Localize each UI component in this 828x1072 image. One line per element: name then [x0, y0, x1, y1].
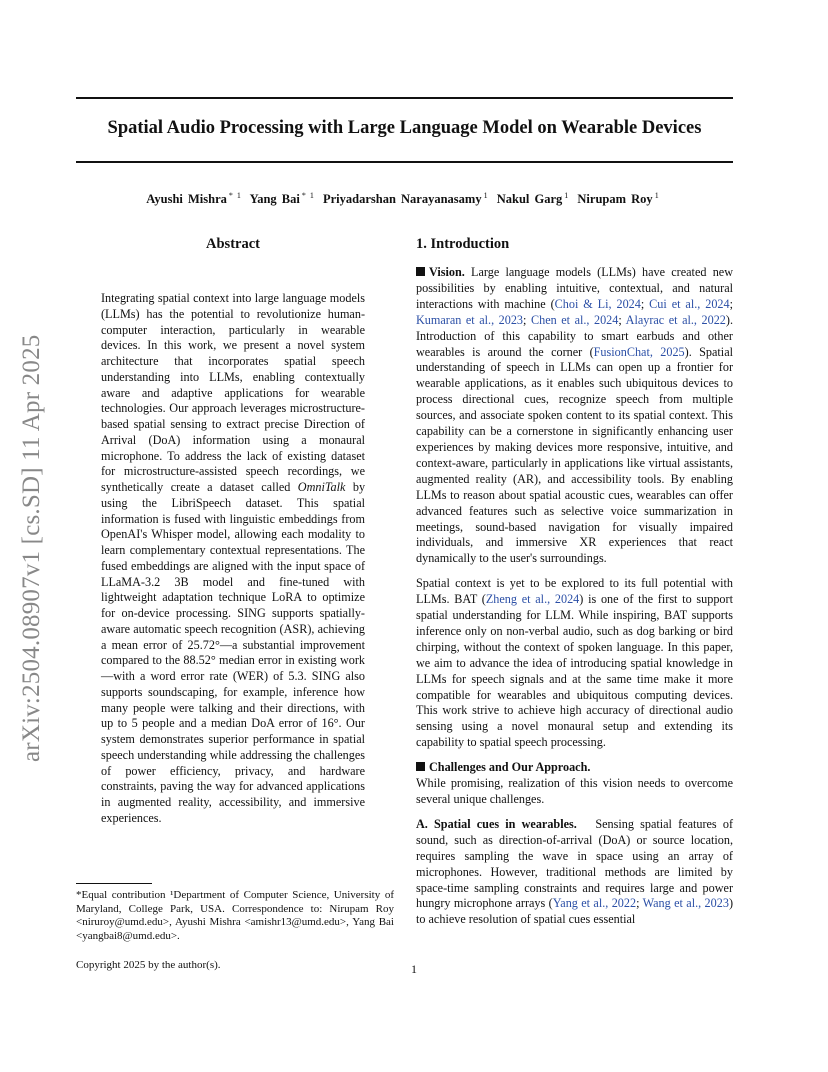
author-affiliation-mark: * 1 [228, 191, 241, 200]
paper-title: Spatial Audio Processing with Large Language Model on Wearable Devices [107, 118, 702, 138]
spatial-cues-label: A. Spatial cues in wearables. [416, 816, 577, 831]
challenges-paragraph: While promising, realization of this vision needs to overcome several unique challenges. [416, 776, 733, 806]
citation-link[interactable]: Zheng et al., 2024 [485, 592, 580, 607]
spatial-cues-paragraph: A. Spatial cues in wearables. Sensing spatial features of sound, such as direction-of-arrival (DoA) or source location, requires sampling the wave in space using an array of microphones. However, traditional methods are limited by space-time sampling constraints and requires large and power hungry microphone arrays (Yang et al., 2022; Wang et al., 2023) to achieve resolution of spatial cues essential [416, 816, 734, 927]
challenges-label-line [416, 760, 733, 776]
spatial-context-paragraph [416, 576, 733, 751]
author-name: Priyadarshan Narayanasamy [322, 192, 482, 207]
vision-text-c: ). Spatial understanding of speech in LLMs can open up a frontier for wearable applications, as it enables such ubiquitous devices to process directional cues, recognize speech from multiple sources, and associate spoken content to its spatial context. This capability can be a cornerstone in significantly enhancing user experiences by making devices more responsive, intuitive, and context-aware, particularly in applications like virtual assistants, augmented reality (AR), and accessibility tools. By enabling LLMs to reason about spatial acoustic cues, wearables can offer advanced features such as selective voice summarization in meetings, sound-based navigation for visually impaired individuals, and immersive XR experiences that react dynamically to the user's surroundings. [416, 344, 733, 566]
citation-link[interactable]: Kumaran et al., 2023 [416, 312, 524, 327]
abstract-text-2: by using the LibriSpeech dataset. This spatial information is fused with linguistic embeddings from OpenAI's Whisper model, allowing each modality to learn complementary contextual representations. The fused embeddings are aligned with the input space of LLaMA-3.2 3B model and fine-tuned with lightweight adaptation technique LoRA to optimize for on-device processing. SING supports spatially-aware automatic speech recognition (ASR), achieving a mean error of 25.72°—a substantial improvement compared to the 88.52° median error in existing work—with a word error rate (WER) of 5.3. SING also supports soundscaping, for example, inference how many people were talking and their directions, with up to 5 people and a median DoA error of 16°. Our system demonstrates superior performance in spatial speech understanding while addressing the challenges of power efficiency, privacy, and hardware constraints, paving the way for advanced applications in augmented reality, accessibility, and immersive experiences. [101, 480, 366, 825]
dataset-name: OmniTalk [297, 480, 346, 494]
vision-text-a: Large language models (LLMs) have created new possibilities by enabling intuitive, contextual, and natural interactions with machine ( [416, 265, 733, 311]
author-affiliation-mark: 1 [483, 191, 488, 200]
square-bullet-icon [416, 267, 425, 276]
author-name: Nirupam Roy [577, 192, 653, 207]
arxiv-stamp[interactable]: arXiv:2504.08907v1 [cs.SD] 11 Apr 2025 [18, 334, 45, 762]
citation-link[interactable]: Chen et al., 2024 [530, 312, 619, 327]
citation-link[interactable]: Yang et al., 2022 [552, 896, 637, 911]
copyright: Copyright 2025 by the author(s). [76, 959, 221, 971]
intro-body [416, 265, 733, 928]
intro-heading: 1. Introduction [416, 236, 510, 252]
citation-link[interactable]: Wang et al., 2023 [642, 896, 729, 911]
vision-label: Vision. [429, 265, 465, 279]
citation-link[interactable]: Choi & Li, 2024 [554, 296, 641, 311]
spatial-text-a: Spatial context is yet to be explored to its full potential with LLMs. BAT ( [416, 576, 733, 607]
author-affiliation-mark: * 1 [301, 191, 314, 200]
spatial-cues-text-a: Sensing spatial features of sound, such as direction-of-arrival (DoA) or source location, requires sampling the wave in space using an array of microphones. However, traditional methods are limited by space-time sampling constraints and requires large and power hungry microphone arrays ( [416, 816, 734, 911]
author-affiliation-mark: 1 [564, 191, 569, 200]
spatial-cues-text-b: ) to achieve resolution of spatial cues essential [416, 896, 733, 927]
title-rule [76, 161, 733, 163]
square-bullet-icon [416, 762, 425, 771]
author-name: Yang Bai [249, 192, 300, 207]
citation-link[interactable]: FusionChat, 2025 [593, 344, 685, 359]
citation-link[interactable]: Alayrac et al., 2022 [625, 312, 726, 327]
vision-text-b: ). Introduction of this capability to smart earbuds and other wearables is around the corner ( [416, 312, 733, 359]
abstract-heading: Abstract [206, 236, 260, 252]
top-rule [76, 97, 733, 99]
abstract-body [101, 291, 365, 827]
challenges-label: Challenges and Our Approach. [429, 760, 591, 775]
author-name: Ayushi Mishra [146, 192, 227, 207]
author-affiliation-mark: 1 [654, 191, 659, 200]
spatial-text-b: ) is one of the first to support spatial understanding for LLM. While inspiring, BAT supports inference only on non-verbal audio, such as dog barking or bird chirping, without the context of spoken language. In this paper, we aim to advance the idea of introducing spatial knowledge in LLMs for speech signals and at the same time make it more compatible for wearables and ubiquitous computing devices. This work strive to achieve high accuracy of directional audio sensing using a novel monaural setup and extending its capability to spatial speech processing. [416, 592, 733, 750]
footnote-rule [76, 883, 152, 884]
vision-paragraph: Vision. Large language models (LLMs) have created new possibilities by enabling intuitive, contextual, and natural interactions with machine (Choi & Li, 2024; Cui et al., 2024; Kumaran et al., 2023; Chen et al., 2024; Alayrac et al., 2022). Introduction of this capability to smart earbuds and other wearables is around the corner (FusionChat, 2025). Spatial understanding of speech in LLMs can open up a frontier for wearable applications, as it enables such ubiquitous devices to process directional cues, recognize speech from multiple sources, and associate spoken content to its spatial context. This capability can be a cornerstone in significantly enhancing user experiences by making devices more responsive, intuitive, and context-aware, particularly in applications like virtual assistants, augmented reality (AR), and accessibility tools. By enabling LLMs to reason about spatial acoustic cues, wearables can offer advanced features such as selective voice summarization in meetings, sound-based navigation for visually impaired individuals, and immersive XR experiences that react dynamically to the user's surroundings. [416, 265, 734, 566]
page-number: 1 [411, 962, 417, 976]
author-name: Nakul Garg [496, 192, 563, 207]
citation-link[interactable]: Cui et al., 2024 [649, 296, 730, 311]
author-list [76, 191, 733, 207]
abstract-text: Integrating spatial context into large language models (LLMs) has the potential to revolutionize human-computer interaction, particularly in wearable devices. In this work, we present a novel system architecture that incorporates spatial speech understanding into LLMs, enabling contextually aware and adaptive applications for wearable technologies. Our approach leverages microstructure-based spatial sensing to extract precise Direction of Arrival (DoA) information using a monaural microphone. To address the lack of existing dataset for microstructure-assisted speech recordings, we synthetically create a dataset called [101, 291, 365, 494]
footnote: *Equal contribution ¹Department of Computer Science, University of Maryland, College Park, USA. Correspondence to: Nirupam Roy <niruroy@umd.edu>, Ayushi Mishra <amishr13@umd.edu>, Yang Bai <yangbai8@umd.edu>. [76, 889, 394, 942]
